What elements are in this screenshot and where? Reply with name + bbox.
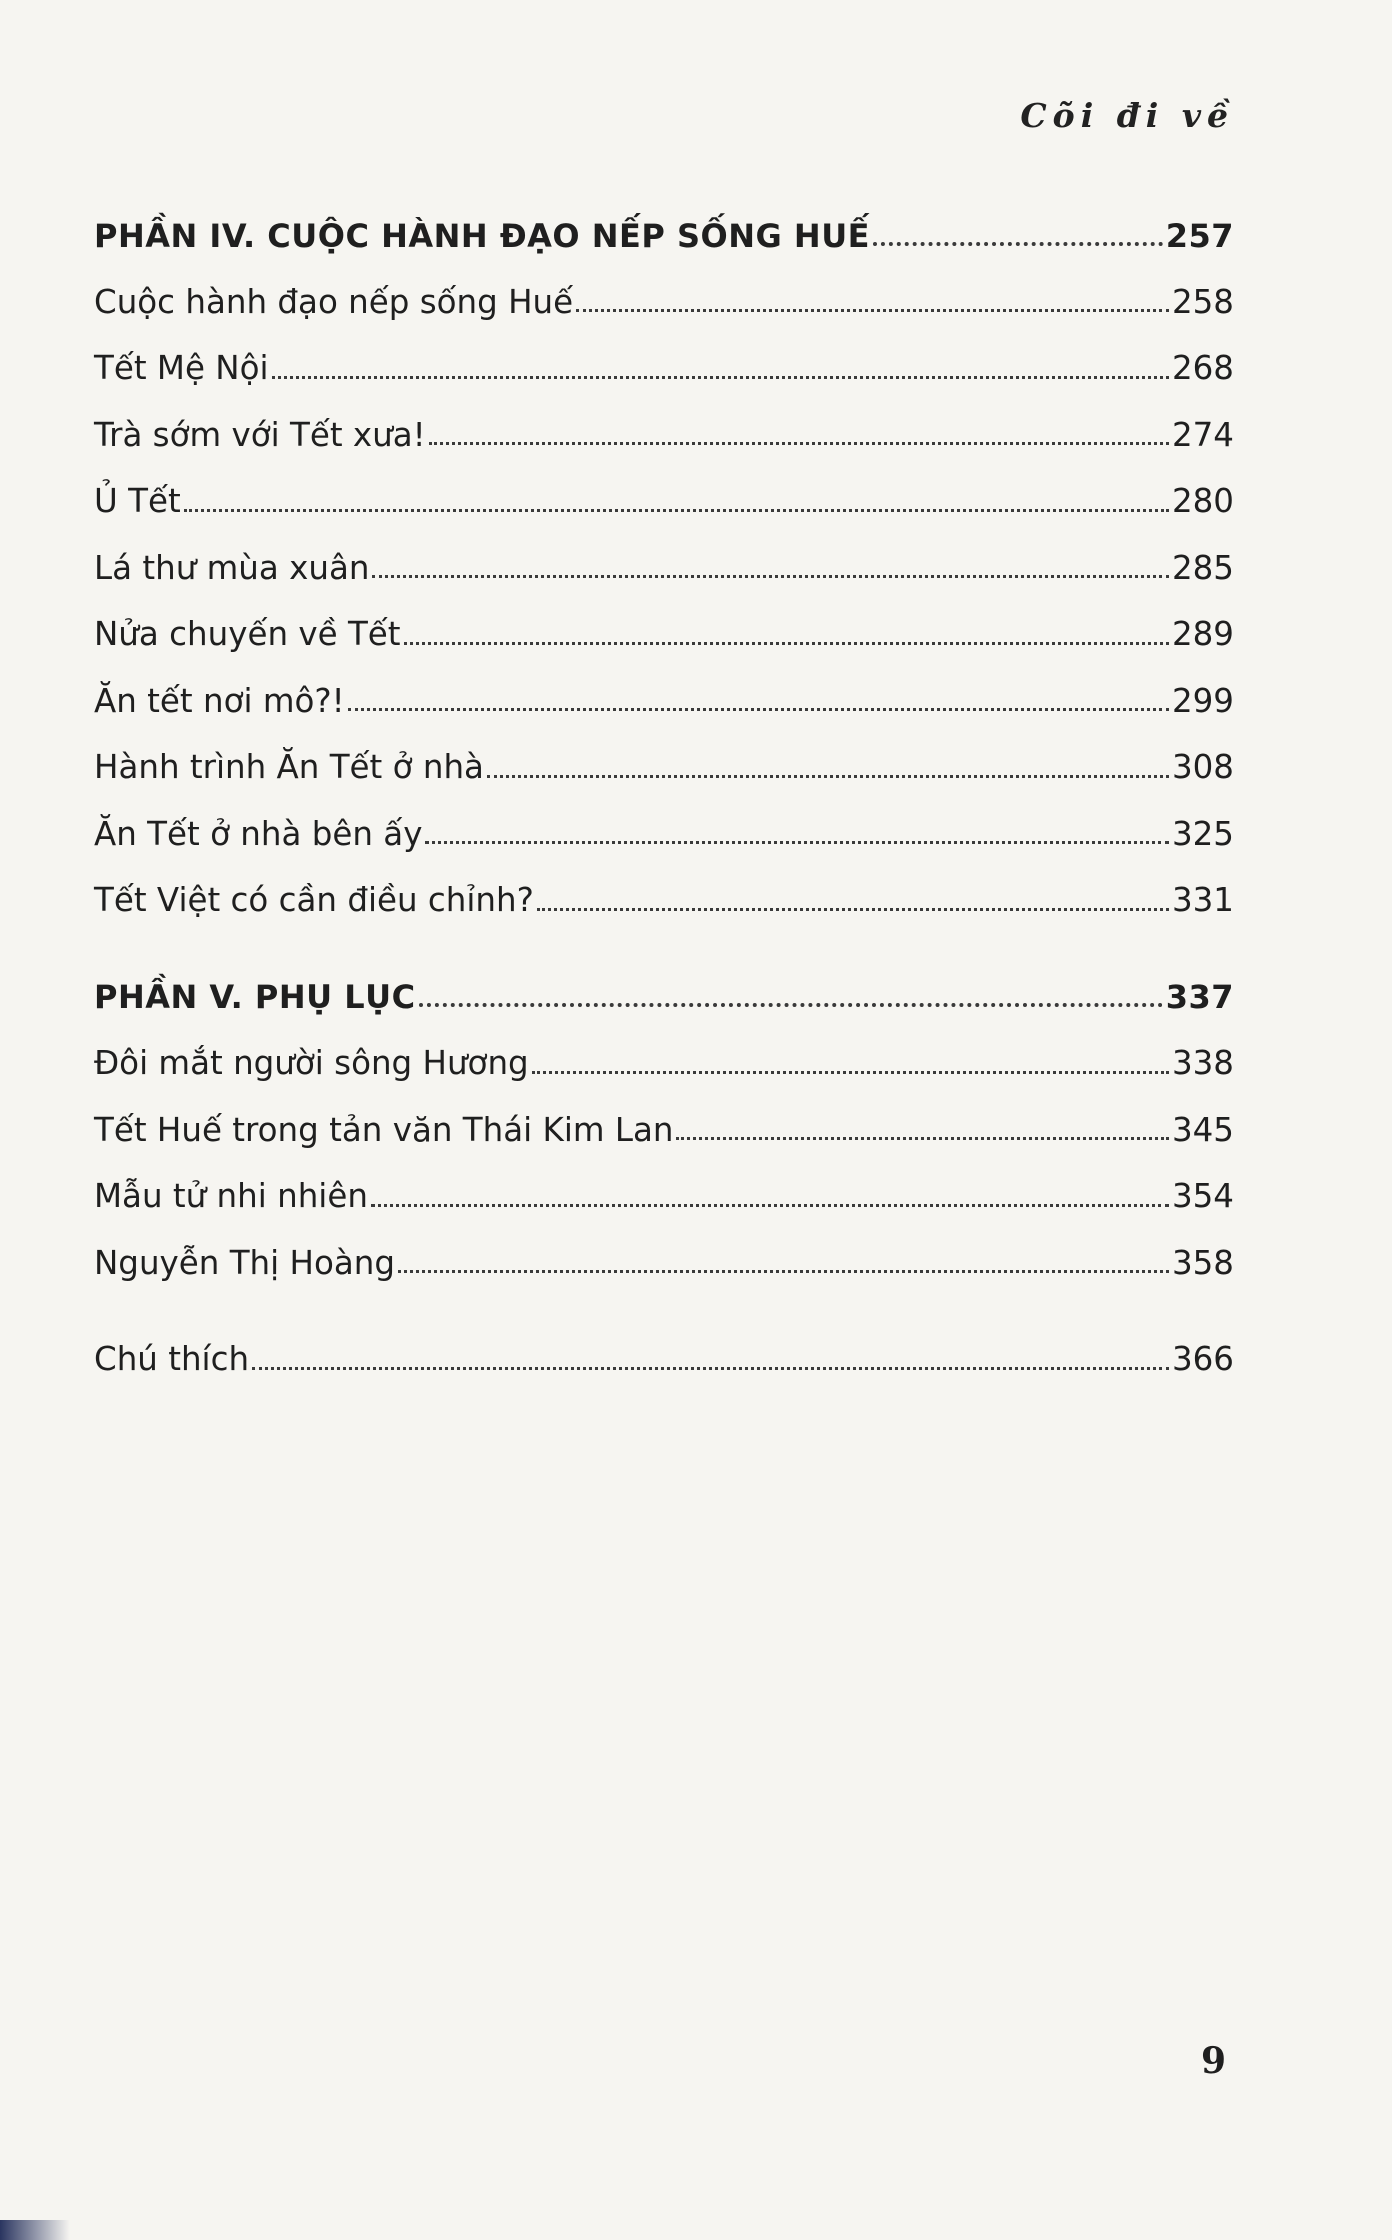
toc-page-number: 257 xyxy=(1165,216,1234,255)
toc-entry xyxy=(94,784,1234,851)
toc-entry xyxy=(94,518,1234,585)
toc-entry xyxy=(94,1080,1234,1147)
page-edge-shadow xyxy=(0,2220,70,2240)
toc-page-number: 331 xyxy=(1171,881,1234,919)
toc-entry-title: Mẫu tử nhi nhiên xyxy=(94,1177,368,1215)
toc-page-number: 358 xyxy=(1171,1243,1234,1282)
dot-leader xyxy=(348,707,1169,711)
toc-page-number: 268 xyxy=(1171,349,1234,387)
toc-page-number: 337 xyxy=(1165,978,1234,1016)
dot-leader xyxy=(398,1269,1169,1273)
toc-entry-title: Ăn Tết ở nhà bên ấy xyxy=(94,814,423,853)
toc-entry-title: Hành trình Ăn Tết ở nhà xyxy=(94,748,484,786)
dot-leader xyxy=(429,441,1169,445)
dot-leader xyxy=(252,1366,1169,1370)
toc-part-title: PHẦN IV. CUỘC HÀNH ĐẠO NẾP SỐNG HUẾ xyxy=(94,216,871,255)
toc-page-number: 308 xyxy=(1171,748,1234,786)
toc-entry-title: Tết Việt có cần điều chỉnh? xyxy=(94,881,534,919)
running-header: Cõi đi về xyxy=(1020,96,1234,135)
toc-entry-title: Cuộc hành đạo nếp sống Huế xyxy=(94,282,574,321)
toc-entry-title: Ăn tết nơi mô?! xyxy=(94,681,345,720)
dot-leader xyxy=(676,1136,1168,1140)
toc-entry xyxy=(94,1013,1234,1080)
dot-leader xyxy=(425,840,1169,844)
toc-page-number: 325 xyxy=(1171,814,1234,853)
dot-leader xyxy=(537,907,1169,911)
toc-page-number: 289 xyxy=(1171,615,1234,653)
toc-part-iv xyxy=(94,185,1234,255)
toc-page-number: 354 xyxy=(1171,1177,1234,1215)
toc-page-number: 280 xyxy=(1171,482,1234,520)
toc-part-v xyxy=(94,947,1234,1014)
table-of-contents xyxy=(94,185,1234,1376)
spacer xyxy=(94,1279,1234,1309)
toc-entry-title: Trà sớm với Tết xưa! xyxy=(94,415,426,454)
toc-entry-notes xyxy=(94,1309,1234,1376)
toc-entry xyxy=(94,1213,1234,1280)
toc-entry-title: Lá thư mùa xuân xyxy=(94,548,370,587)
spacer xyxy=(94,917,1234,947)
dot-leader xyxy=(873,241,1163,246)
toc-entry xyxy=(94,318,1234,385)
dot-leader xyxy=(576,308,1169,312)
toc-page-number: 274 xyxy=(1171,415,1234,454)
toc-entry-title: Chú thích xyxy=(94,1340,250,1378)
toc-entry-title: Tết Mệ Nội xyxy=(94,349,269,387)
dot-leader xyxy=(372,574,1168,578)
toc-page-number: 285 xyxy=(1171,548,1234,587)
toc-entry xyxy=(94,385,1234,452)
toc-page-number: 299 xyxy=(1171,681,1234,720)
toc-entry-title: Đôi mắt người sông Hương xyxy=(94,1044,529,1082)
toc-entry xyxy=(94,1146,1234,1213)
toc-page-number: 258 xyxy=(1171,282,1234,321)
toc-entry xyxy=(94,717,1234,784)
page-number: 9 xyxy=(1200,2040,1226,2082)
toc-page-number: 345 xyxy=(1171,1110,1234,1149)
toc-page-number: 366 xyxy=(1171,1340,1234,1378)
dot-leader xyxy=(272,375,1169,379)
dot-leader xyxy=(184,508,1169,512)
dot-leader xyxy=(404,641,1169,645)
toc-part-title: PHẦN V. PHỤ LỤC xyxy=(94,978,416,1016)
toc-entry xyxy=(94,451,1234,518)
toc-entry xyxy=(94,850,1234,917)
toc-entry-title: Ủ Tết xyxy=(94,482,181,520)
dot-leader xyxy=(371,1203,1169,1207)
toc-entry-title: Nguyễn Thị Hoàng xyxy=(94,1243,395,1282)
dot-leader xyxy=(487,774,1169,778)
toc-entry xyxy=(94,252,1234,319)
dot-leader xyxy=(419,1002,1163,1007)
toc-entry-title: Nửa chuyến về Tết xyxy=(94,615,401,653)
toc-entry xyxy=(94,584,1234,651)
dot-leader xyxy=(532,1070,1169,1074)
toc-entry xyxy=(94,651,1234,718)
toc-page-number: 338 xyxy=(1171,1044,1234,1082)
toc-entry-title: Tết Huế trong tản văn Thái Kim Lan xyxy=(94,1110,674,1149)
